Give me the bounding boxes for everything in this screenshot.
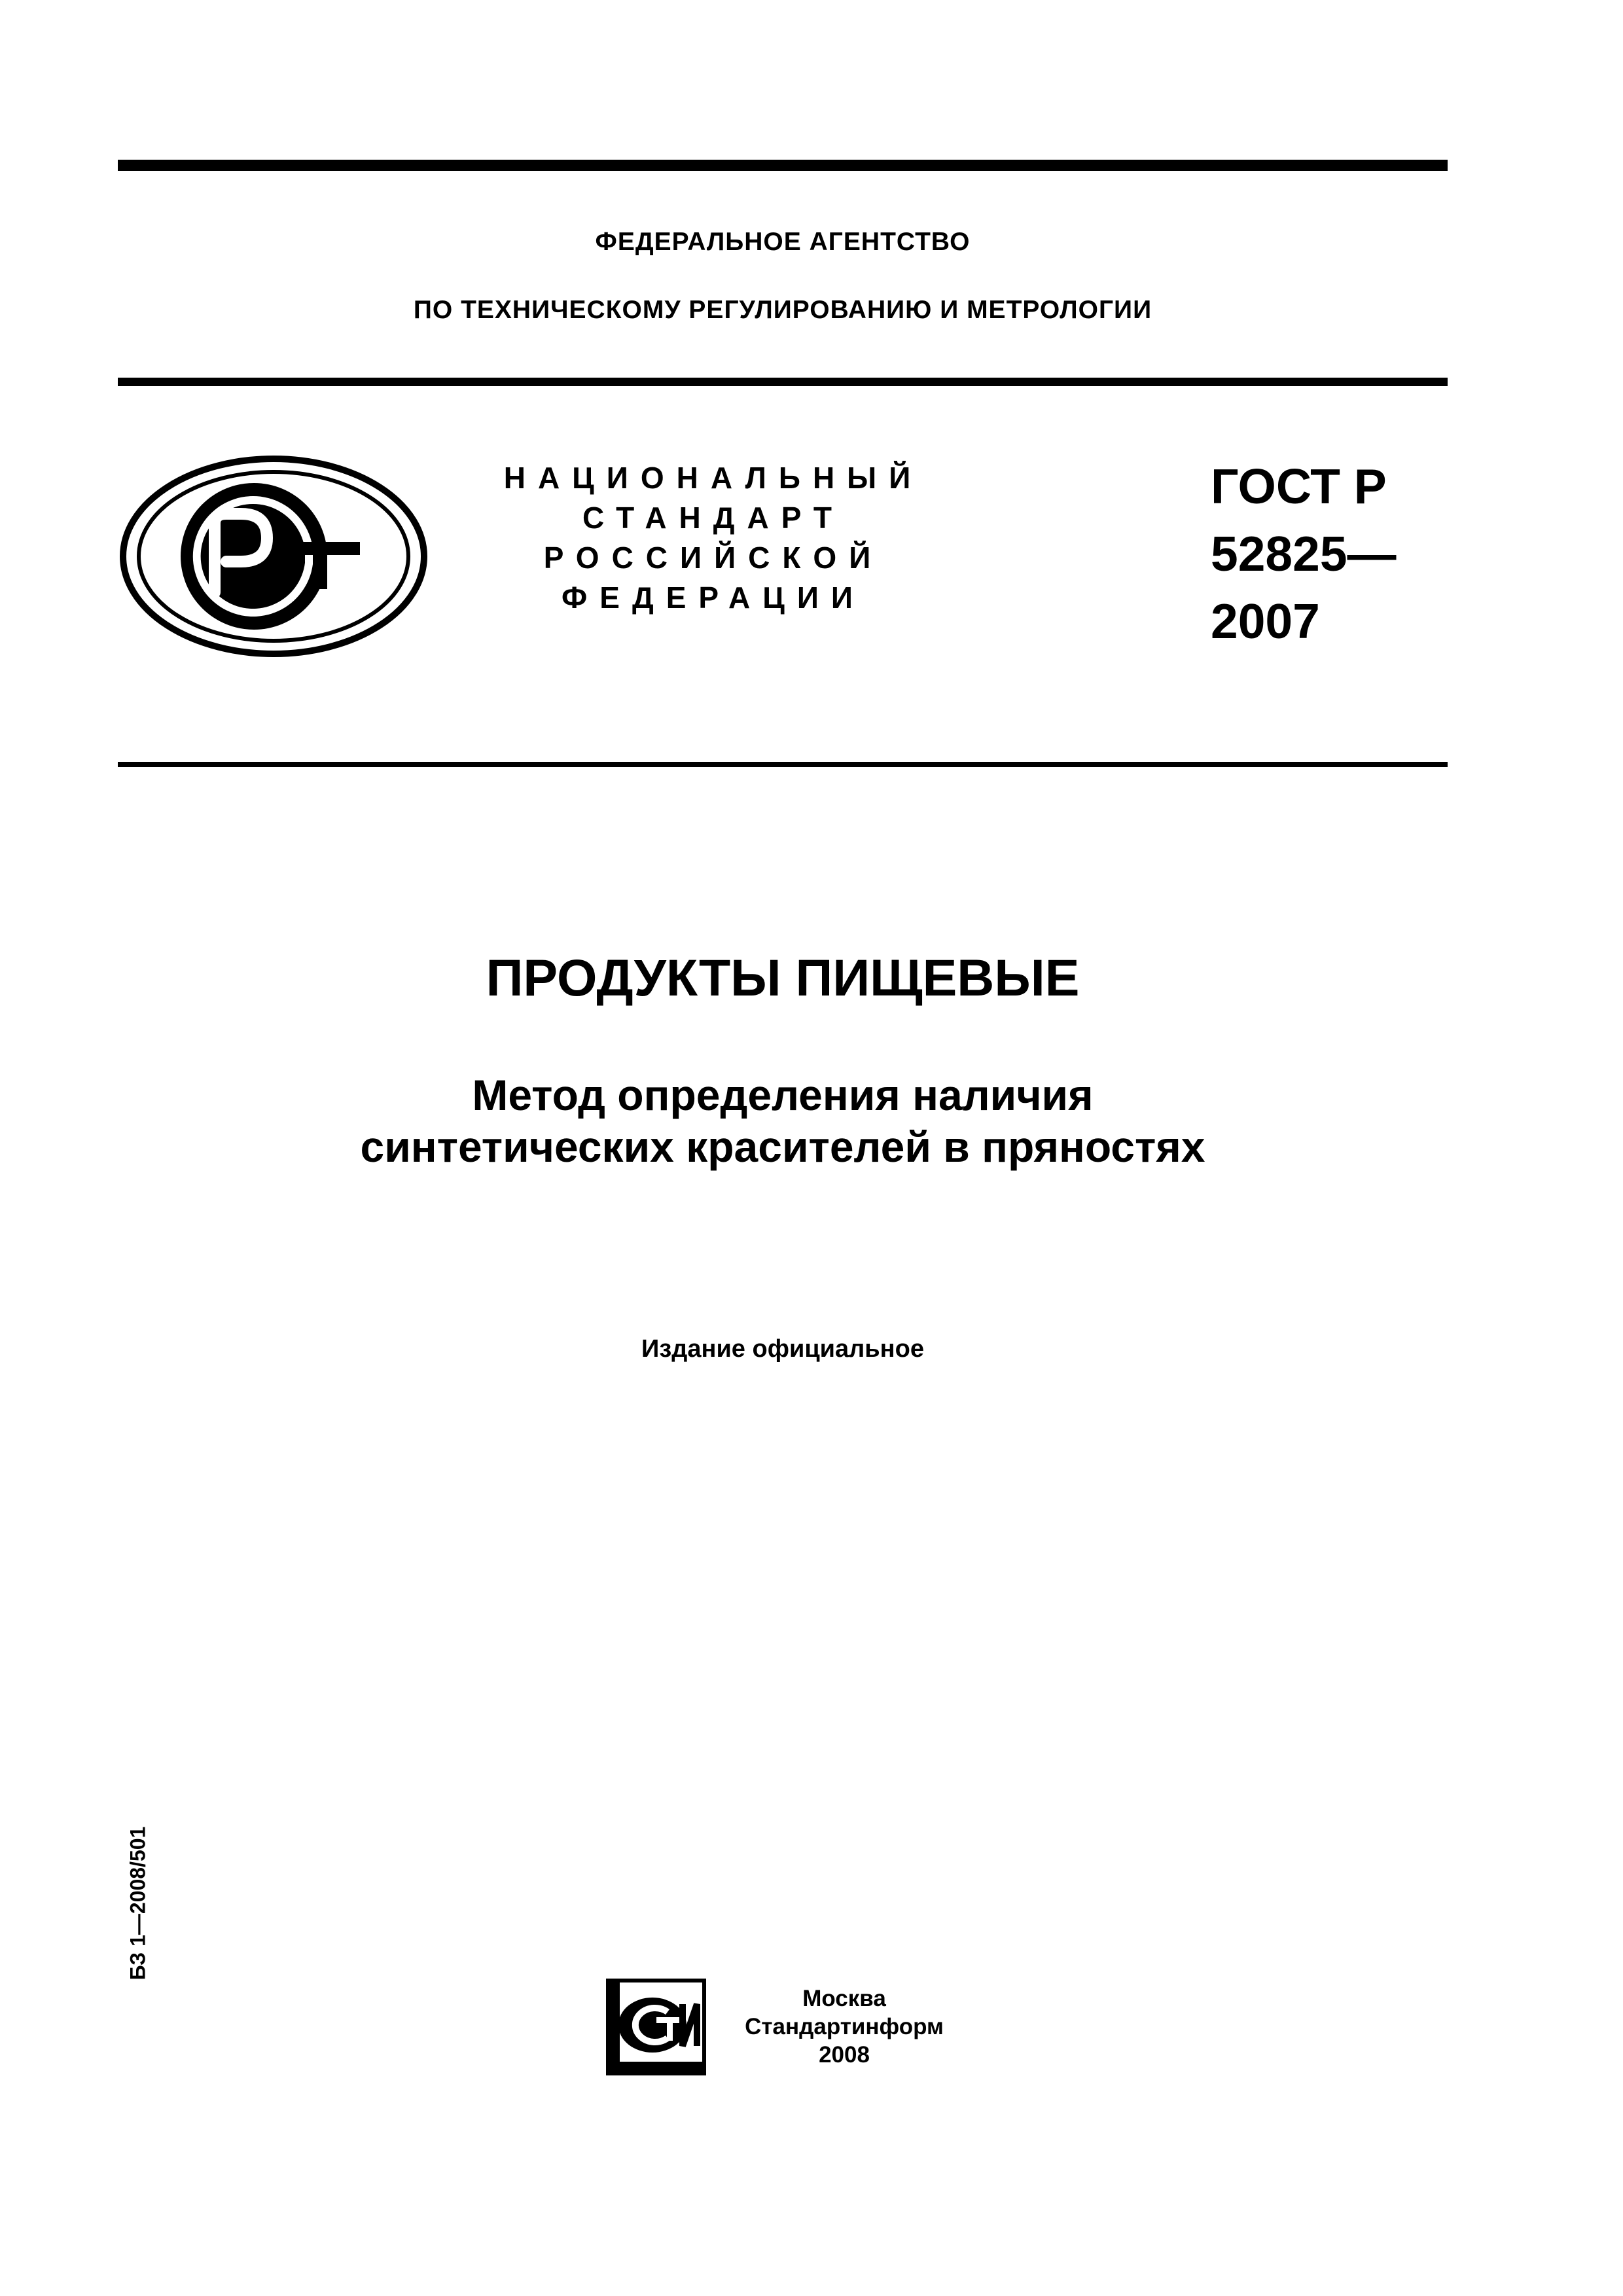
subtitle-line-1: Метод определения наличия <box>472 1071 1094 1119</box>
agency-line-1: ФЕДЕРАЛЬНОЕ АГЕНТСТВО <box>595 228 971 256</box>
middle-rule <box>118 378 1448 386</box>
national-line-1: НАЦИОНАЛЬНЫЙ <box>503 461 923 495</box>
national-line-3: РОССИЙСКОЙ <box>543 541 883 575</box>
standartinform-logo <box>605 1978 707 2076</box>
publisher-info <box>726 1984 962 2069</box>
side-registration-code: БЗ 1—2008/501 <box>126 1826 150 1981</box>
subtitle-line-2: синтетических красителей в пряностях <box>360 1122 1205 1171</box>
gost-line-3: 2007 <box>1211 594 1320 649</box>
national-standard-label <box>488 458 939 618</box>
publisher-city: Москва <box>802 1986 886 2011</box>
agency-line-2: ПО ТЕХНИЧЕСКОМУ РЕГУЛИРОВАНИЮ И МЕТРОЛОГИИ <box>413 296 1152 324</box>
publisher-name: Стандартинформ <box>745 2014 944 2039</box>
top-rule <box>118 160 1448 171</box>
document-title: ПРОДУКТЫ ПИЩЕВЫЕ <box>486 948 1080 1007</box>
document-subtitle <box>118 1069 1448 1173</box>
lower-rule <box>118 762 1448 767</box>
gost-designation <box>1211 453 1440 655</box>
national-line-2: СТАНДАРТ <box>582 501 844 535</box>
gost-line-2: 52825— <box>1211 526 1397 581</box>
national-line-4: ФЕДЕРАЦИИ <box>562 581 865 615</box>
rst-emblem-logo <box>116 452 431 661</box>
publisher-year: 2008 <box>819 2042 870 2068</box>
gost-line-1: ГОСТ Р <box>1211 459 1387 514</box>
edition-note: Издание официальное <box>641 1335 924 1363</box>
